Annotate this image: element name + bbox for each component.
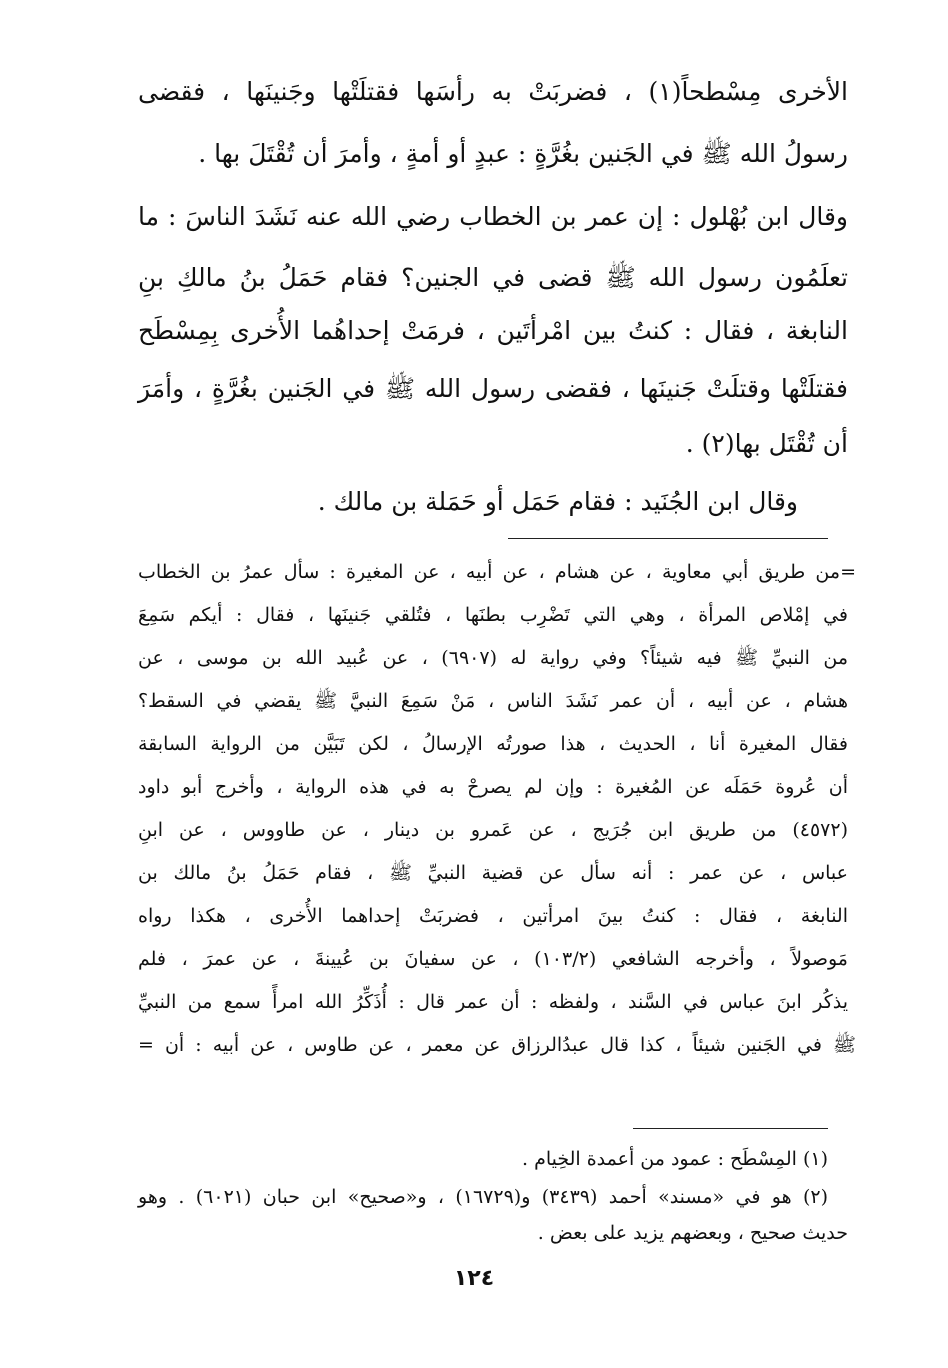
footnote-1: (١) المِسْطَح : عمود من أعمدة الخِيام .	[521, 1148, 828, 1170]
footnote-line: عباس ، عن عمر : أنه سأل عن قضية النبيِّ ﷺ ، فقام حَمَلُ بنُ مالك بن	[138, 862, 848, 884]
notes-separator	[633, 1128, 828, 1129]
footnote-line: من النبيِّ ﷺ فيه شيئاً؟ وفي رواية له (٦٩٠٧) ، عن عُبيد الله بن موسى ، عن	[138, 647, 848, 669]
main-line: تعلَمُون رسول الله ﷺ قضى في الجنين؟ فقام حَمَلُ بنُ مالكِ بنِ	[138, 263, 848, 292]
footnote-line: مَوصولاً ، وأخرجه الشافعي (١٠٣/٢) ، عن سفيانَ بن عُيينةَ ، عن عمرَ ، فلم	[138, 948, 848, 970]
footnote-line: (٤٥٧٢) من طريق ابن جُرَيج ، عن عَمرو بن دينار ، عن طاووس ، عن ابنِ	[138, 819, 848, 841]
footnote-line: يذكُر ابنَ عباس في السَّند ، ولفظه : أن عمر قال : أُذَكِّرُ الله امرأً سمع من النبيِّ	[138, 991, 848, 1013]
main-line: النابغة ، فقال : كنتُ بين امْرأتَين ، فرمَتْ إحداهُما الأُخرى بِمِسْطَح	[138, 316, 848, 345]
footnote-line: النابغة ، فقال : كنتُ بينَ امرأتين ، فضربَتْ إحداهما الأُخرى ، هكذا رواه	[138, 905, 848, 927]
page-number: ١٢٤	[453, 1266, 495, 1291]
footnote-line: هشام ، عن أبيه ، أن عمر نَشَدَ الناس ، مَنْ سَمِعَ النبيَّ ﷺ يقضي في السقط؟	[138, 690, 848, 712]
main-line: رسولُ الله ﷺ في الجَنين بغُرَّةٍ : عبدٍ أو أمةٍ ، وأمرَ أن تُقْتَلَ بها .	[198, 139, 848, 168]
footnote-line: فقال المغيرة أنا ، الحديث ، هذا صورتُه الإرسالُ ، لكن تَبَيَّن من الرواية السابقة	[138, 733, 848, 755]
footnote-2: (٢) هو في «مسند» أحمد (٣٤٣٩) و(١٦٧٢٩) ، و«صحيح» ابن حبان (٦٠٢١) . وهو	[138, 1186, 829, 1208]
main-line: وقال ابن الجُنَيد : فقام حَمَل أو حَمَلة بن مالك .	[317, 487, 798, 516]
footnote-2-continued: حديث صحيح ، وبعضهم يزيد على بعض .	[537, 1222, 848, 1244]
footnote-separator	[508, 538, 828, 539]
main-line: أن تُقْتَل بها(٢) .	[685, 429, 848, 458]
main-line: فقتلَتْها وقتلَتْ جَنينَها ، فقضى رسول الله ﷺ في الجَنين بغُرَّةٍ ، وأمَرَ	[138, 374, 848, 403]
footnote-line: في إمْلاص المرأة ، وهي التي تَضْرِب بطنَها ، فتُلقي جَنينَها ، فقال : أيكم سَمِعَ	[138, 604, 848, 626]
footnote-line: أن عُروة حَمَلَه عن المُغيرة : وإن لم يصرحْ به في هذه الرواية ، وأخرج أبو داود	[138, 776, 848, 798]
main-line: وقال ابن بُهْلول : إن عمر بن الخطاب رضي الله عنه نَشَدَ الناسَ : ما	[138, 202, 848, 231]
footnote-line: =من طريق أبي معاوية ، عن هشام ، عن أبيه ، عن المغيرة : سأل عمرُ بن الخطاب	[138, 561, 856, 583]
footnote-line: ﷺ في الجَنين شيئاً ، كذا قال عبدُالرزاق عن معمر ، عن طاوس ، عن أبيه : أن =	[138, 1034, 856, 1056]
main-line: الأخرى مِسْطحاً(١) ، فضربَتْ به رأسَها فقتلَتْها وجَنينَها ، فقضى	[138, 77, 848, 106]
